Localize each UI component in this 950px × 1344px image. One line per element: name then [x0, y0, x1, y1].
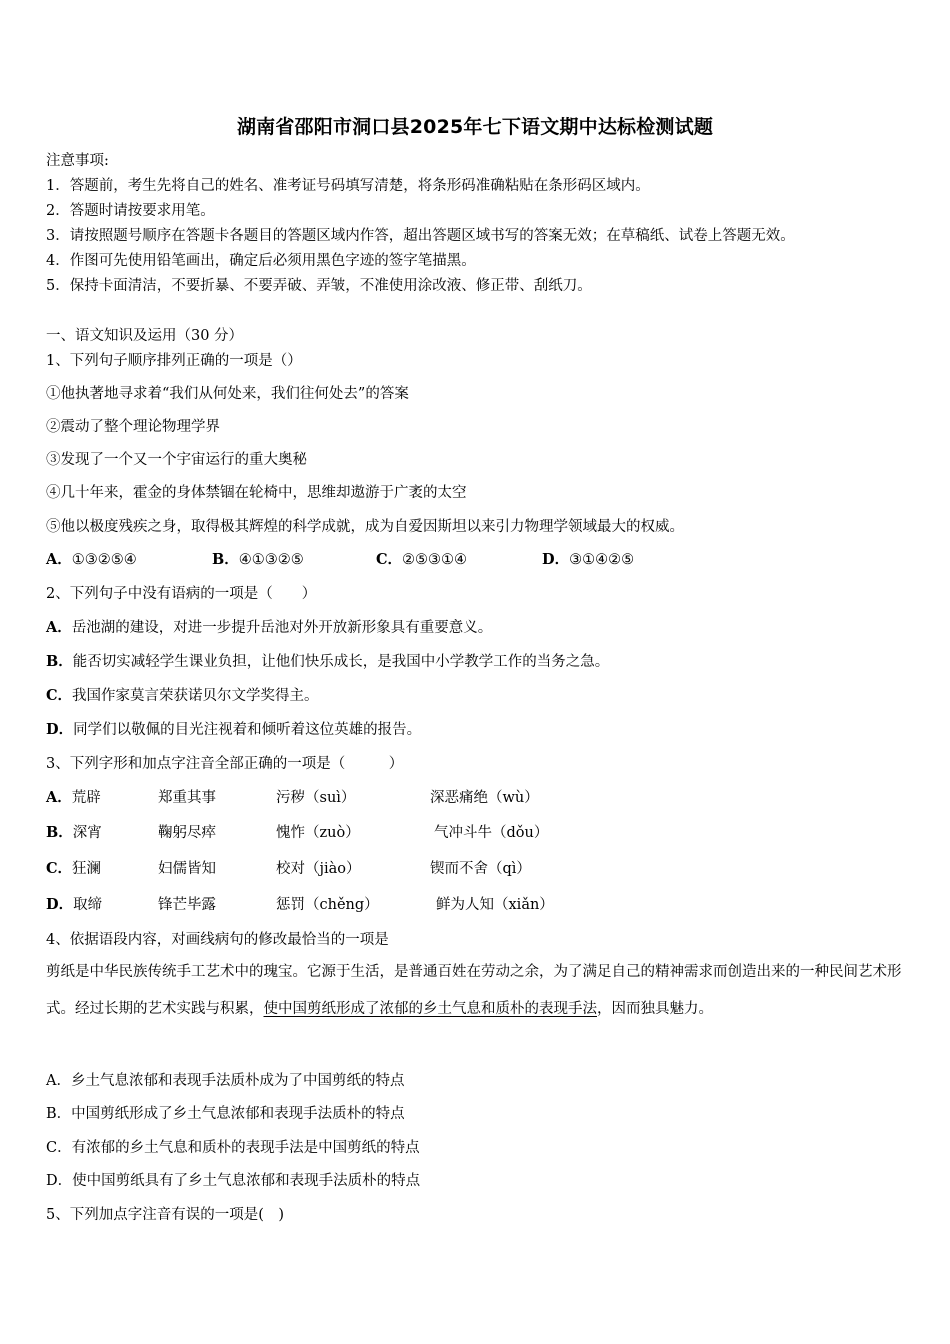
q1-sentence: ③发现了一个又一个宇宙运行的重大奥秘	[46, 452, 307, 468]
q1-sentence: ④几十年来，霍金的身体禁锢在轮椅中，思维却遨游于广袤的太空	[46, 485, 467, 501]
q4-option: D．使中国剪纸具有了乡土气息浓郁和表现手法质朴的特点	[46, 1173, 421, 1189]
question-2-stem: 2、下列句子中没有语病的一项是（ ）	[46, 586, 317, 602]
q1-sentence: ①他执著地寻求着“我们从何处来，我们往何处去”的答案	[46, 386, 409, 402]
notice-item: 5．保持卡面清洁，不要折暴、不要弄破、弄皱，不准使用涂改液、修正带、刮纸刀。	[46, 278, 592, 294]
notice-item: 3．请按照题号顺序在答题卡各题目的答题区域内作答，超出答题区域书写的答案无效；在草稿纸、试卷上答题无效。	[46, 228, 795, 244]
q2-option: D．同学们以敬佩的目光注视着和倾听着这位英雄的报告。	[46, 721, 422, 738]
q4-underlined-sentence: 使中国剪纸形成了浓郁的乡土气息和质朴的表现手法	[263, 1001, 597, 1017]
notice-item: 2．答题时请按要求用笔。	[46, 203, 215, 219]
q2-option: B．能否切实减轻学生课业负担，让他们快乐成长，是我国中小学教学工作的当务之急。	[46, 653, 610, 670]
q4-option: B．中国剪纸形成了乡土气息浓郁和表现手法质朴的特点	[46, 1106, 405, 1122]
section-heading: 一、语文知识及运用（30 分）	[46, 328, 244, 344]
q1-sentence: ②震动了整个理论物理学界	[46, 419, 220, 435]
q1-option-a: A．①③②⑤④	[46, 551, 137, 568]
q2-option: C．我国作家莫言荣获诺贝尔文学奖得主。	[46, 687, 319, 704]
notice-heading: 注意事项:	[46, 153, 109, 169]
question-3-stem: 3、下列字形和加点字注音全部正确的一项是（ ）	[46, 756, 404, 772]
question-4-stem: 4、依据语段内容，对画线病句的修改最恰当的一项是	[46, 932, 389, 948]
q4-option: C．有浓郁的乡土气息和质朴的表现手法是中国剪纸的特点	[46, 1140, 420, 1156]
exam-page: 湖南省邵阳市洞口县2025年七下语文期中达标检测试题 注意事项: 1．答题前，考生先将自己的姓名、准考证号码填写清楚，将条形码准确粘贴在条形码区域内。 2．答题时请按要求用笔。 3．请按照题号顺序在答题卡各题目的答题区域内作答，超出答题区域书写的答案无效；在草稿纸、试卷上答题无效。 4．作图可先使用铅笔画出，确定后必须用黑色字迹的签字笔描黑。 5．保持卡面清洁，不要折暴、不要弄破、弄皱，不准使用涂改液、修正带、刮纸刀。 一、语文知识及运用（30 分） 1、下列句子顺序排列正确的一项是（） ①他执著地寻求着“我们从何处来，我们往何处去”的答案 ②震动了整个理论物理学界 ③发现了一个又一个宇宙运行的重大奥秘 ④几十年来，霍金的身体禁锢在轮椅中，思维却遨游于广袤的太空 ⑤他以极度残疾之身，取得极其辉煌的科学成就，成为自爱因斯坦以来引力物理学领域最大的权威。 A．①③②⑤④ B．④①③②⑤ C．②⑤③①④ D．③①④②⑤ 2、下列句子中没有语病的一项是（ ） A．岳池湖的建设，对进一步提升岳池对外开放新形象具有重要意义。 B．能否切实减轻学生课业负担，让他们快乐成长，是我国中小学教学工作的当务之急。 C．我国作家莫言荣获诺贝尔文学奖得主。 D．同学们以敬佩的目光注视着和倾听着这位英雄的报告。 3、下列字形和加点字注音全部正确的一项是（ ） A．荒辟 郑重其事 污秽（suì） 深恶痛绝（wù） B．深宵 鞠躬尽瘁 愧怍（zuò） 气冲斗牛（dǒu） C．狂澜 妇儒皆知 校对（jiào） 锲而不舍（qì） D．取缔 锋芒毕露 惩罚（chěng） 鲜为人知（xiǎn） 4、依据语段内容，对画线病句的修改最恰当的一项是 剪纸是中华民族传统手工艺术中的瑰宝。它源于生活，是普通百姓在劳动之余，为了满足自己的精神需求而创造出来的一种民间艺术形式。经过长期的艺术实践与积累，使中国剪纸形成了浓郁的乡土气息和质朴的表现手法，因而独具魅力。 A．乡土气息浓郁和表现手法质朴成为了中国剪纸的特点 B．中国剪纸形成了乡土气息浓郁和表现手法质朴的特点 C．有浓郁的乡土气息和质朴的表现手法是中国剪纸的特点 D．使中国剪纸具有了乡土气息浓郁和表现手法质朴的特点 5、下列加点字注音有误的一项是( )	[0, 0, 950, 1344]
q4-passage: 剪纸是中华民族传统手工艺术中的瑰宝。它源于生活，是普通百姓在劳动之余，为了满足自己的精神需求而创造出来的一种民间艺术形式。经过长期的艺术实践与积累，使中国剪纸形成了浓郁的乡土气息和质朴的表现手法，因而独具魅力。	[46, 964, 902, 1017]
q1-option-c: C．②⑤③①④	[376, 551, 468, 568]
page-title: 湖南省邵阳市洞口县2025年七下语文期中达标检测试题	[236, 116, 714, 138]
notice-item: 4．作图可先使用铅笔画出，确定后必须用黑色字迹的签字笔描黑。	[46, 253, 476, 269]
question-5-stem: 5、下列加点字注音有误的一项是( )	[46, 1207, 285, 1223]
q1-option-b: B．④①③②⑤	[212, 551, 304, 568]
q1-sentence: ⑤他以极度残疾之身，取得极其辉煌的科学成就，成为自爱因斯坦以来引力物理学领域最大的权威。	[46, 519, 684, 535]
q4-option: A．乡土气息浓郁和表现手法质朴成为了中国剪纸的特点	[46, 1073, 405, 1089]
question-1-stem: 1、下列句子顺序排列正确的一项是（）	[46, 353, 302, 369]
q1-option-d: D．③①④②⑤	[542, 551, 635, 568]
notice-item: 1．答题前，考生先将自己的姓名、准考证号码填写清楚，将条形码准确粘贴在条形码区域内。	[46, 178, 650, 194]
q2-option: A．岳池湖的建设，对进一步提升岳池对外开放新形象具有重要意义。	[46, 619, 493, 636]
